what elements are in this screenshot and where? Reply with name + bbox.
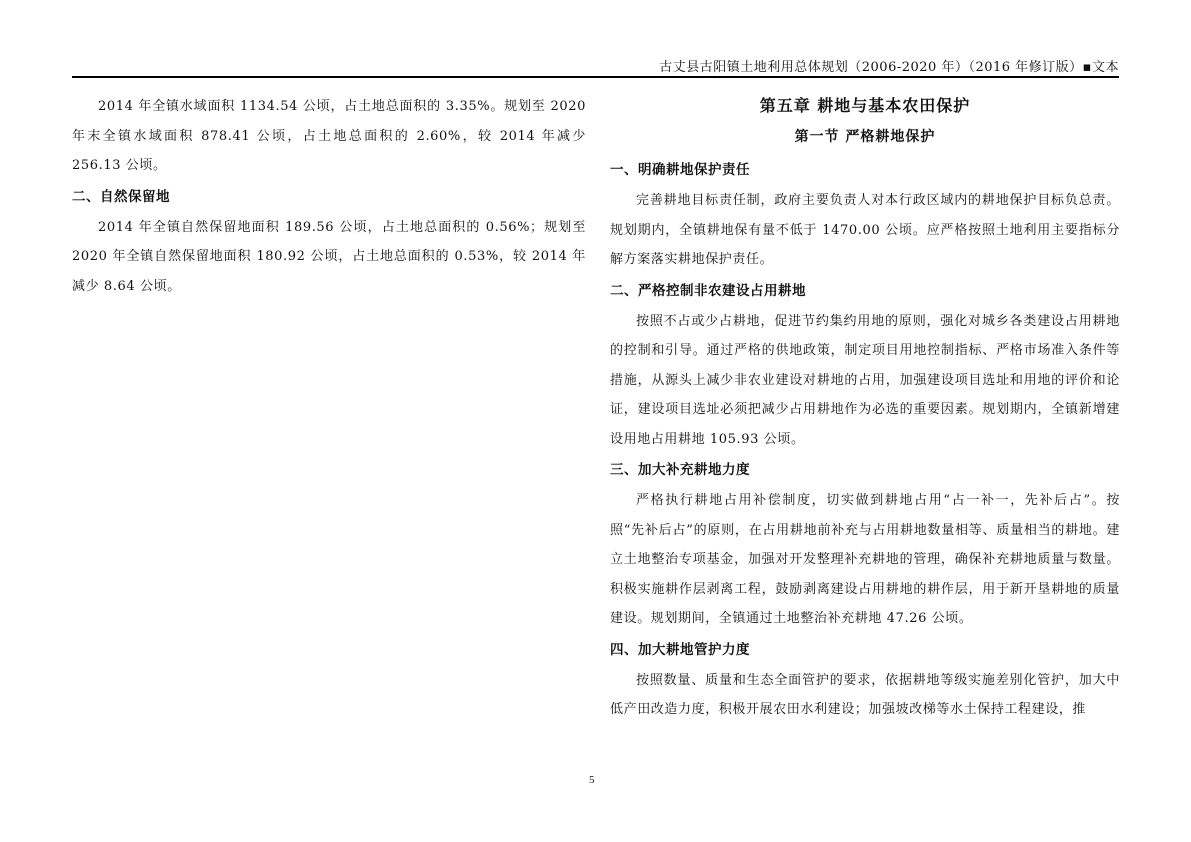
left-column <box>72 92 586 301</box>
chapter-title: 第五章 耕地与基本农田保护 <box>759 96 971 115</box>
right-column <box>610 92 1120 725</box>
heading-farmland-management: 四、加大耕地管护力度 <box>610 641 750 658</box>
paragraph-water-area: 2014 年全镇水域面积 1134.54 公顷，占土地总面积的 3.35%。规划至 2020 年末全镇水域面积 878.41 公顷，占土地总面积的 2.60%，较 2014 年减少 256.13 公顷。 <box>72 99 586 173</box>
paragraph-clarify-responsibility: 完善耕地目标责任制，政府主要负责人对本行政区域内的耕地保护目标负总责。规划期内，全镇耕地保有量不低于 1470.00 公顷。应严格按照土地利用主要指标分解方案落实耕地保护责任。 <box>610 193 1120 267</box>
heading-control-non-agricultural-use: 二、严格控制非农建设占用耕地 <box>610 282 806 299</box>
header-rule <box>72 76 1119 78</box>
paragraph-natural-reserve-land: 2014 年全镇自然保留地面积 189.56 公顷，占土地总面积的 0.56%；规划至 2020 年全镇自然保留地面积 180.92 公顷，占土地总面积的 0.53%，较 2014 年减少 8.64 公顷。 <box>72 219 586 294</box>
page-number: 5 <box>589 774 595 786</box>
heading-natural-reserve-land: 二、自然保留地 <box>72 188 170 205</box>
heading-clarify-responsibility: 一、明确耕地保护责任 <box>610 162 750 178</box>
section-title: 第一节 严格耕地保护 <box>794 129 936 145</box>
running-header: 古丈县古阳镇土地利用总体规划（2006-2020 年）（2016 年修订版）▪文本 <box>659 60 1119 75</box>
paragraph-farmland-management: 按照数量、质量和生态全面管护的要求，依据耕地等级实施差别化管护，加大中低产田改造力度，积极开展农田水利建设；加强坡改梯等水土保持工程建设，推 <box>610 672 1120 717</box>
paragraph-control-non-agricultural-use: 按照不占或少占耕地，促进节约集约用地的原则，强化对城乡各类建设占用耕地的控制和引导。通过严格的供地政策，制定项目用地控制指标、严格市场准入条件等措施，从源头上减少非农业建设对耕地的占用，加强建设项目选址和用地的评价和论证，建设项目选址必须把减少占用耕地作为必选的重要因素。规划期内，全镇新增建设用地占用耕地 105.93 公顷。 <box>610 313 1120 447</box>
heading-supplement-farmland: 三、加大补充耕地力度 <box>610 462 750 478</box>
paragraph-supplement-farmland: 严格执行耕地占用补偿制度，切实做到耕地占用“占一补一，先补后占”。按照“先补后占”的原则，在占用耕地前补充与占用耕地数量相等、质量相当的耕地。建立土地整治专项基金，加强对开发整理补充耕地的管理，确保补充耕地质量与数量。积极实施耕作层剥离工程，鼓励剥离建设占用耕地的耕作层，用于新开垦耕地的质量建设。规划期间，全镇通过土地整治补充耕地 47.26 公顷。 <box>610 493 1120 626</box>
